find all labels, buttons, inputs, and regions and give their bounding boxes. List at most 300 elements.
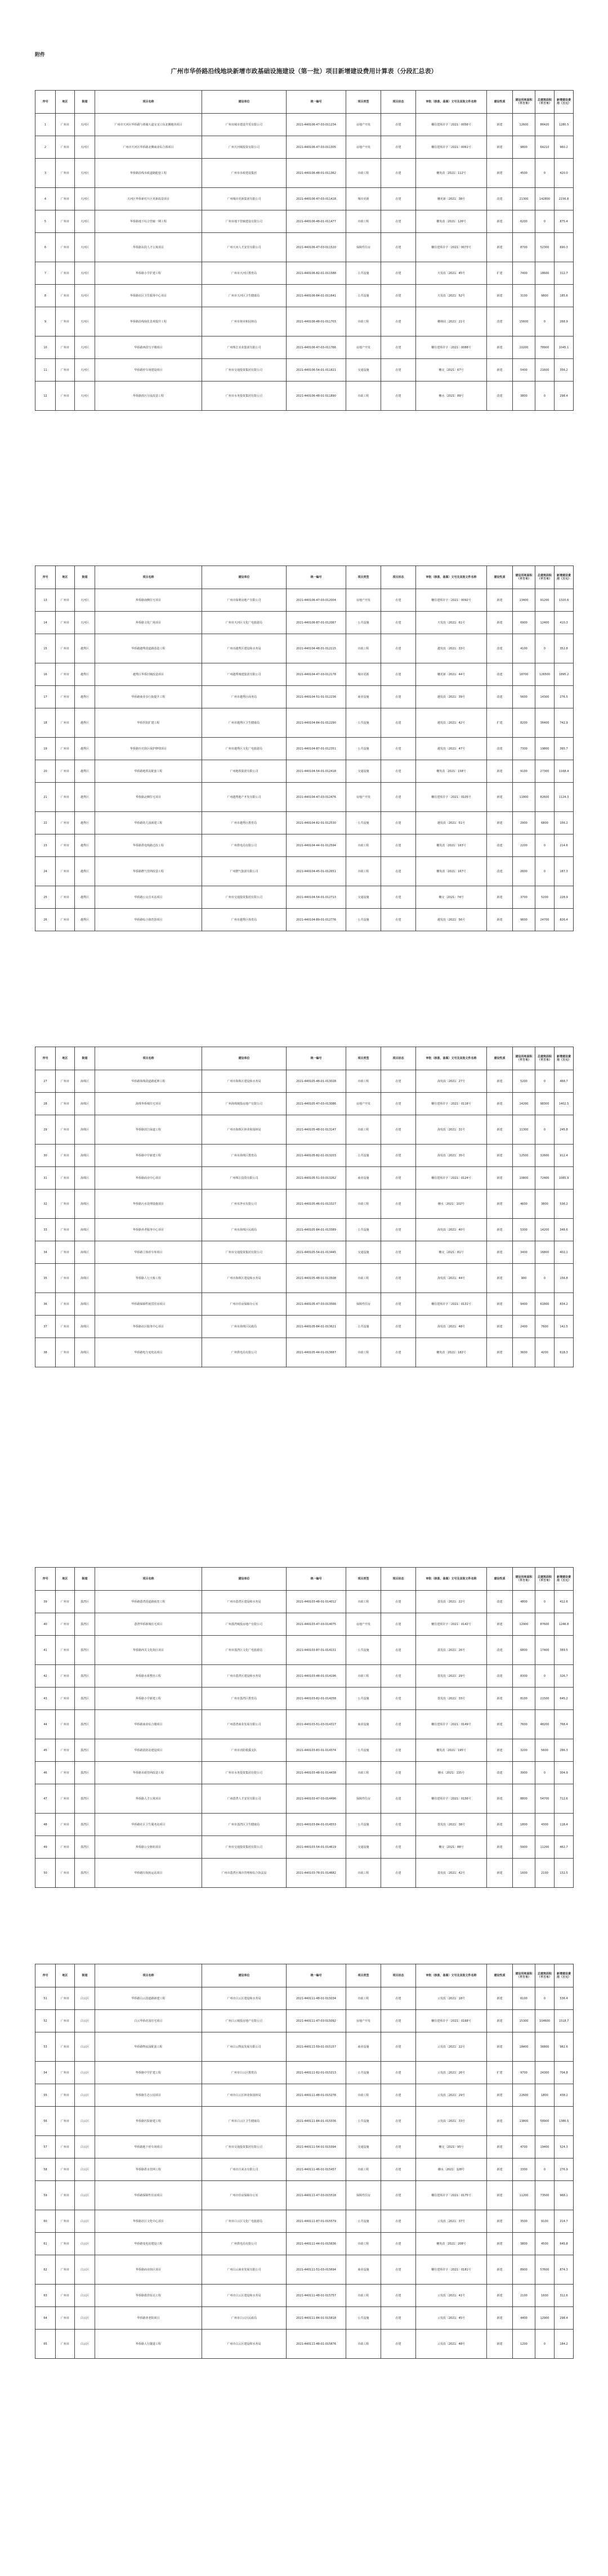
column-header: 序号 xyxy=(35,1568,56,1591)
table-row xyxy=(35,1145,574,1167)
table-cell: 广州市 xyxy=(56,359,75,382)
table-cell: 广州市天河区卫生健康局 xyxy=(202,285,287,307)
table-cell: 广州市 xyxy=(56,1219,75,1241)
table-cell: 5400 xyxy=(513,359,535,382)
table-cell: 25 xyxy=(35,886,56,909)
table-cell: 新建 xyxy=(487,2032,513,2062)
table-cell: 1800 xyxy=(513,1814,535,1836)
table-cell: 穗更新〔2021〕44号 xyxy=(416,663,487,686)
table-cell: 公共设施 xyxy=(346,2210,381,2233)
table-cell: 华侨路社区服务中心项目 xyxy=(95,1316,202,1338)
table-cell: 广州市 xyxy=(56,857,75,886)
table-cell: 云发改〔2021〕18号 xyxy=(416,1987,487,2010)
column-header: 地区 xyxy=(56,1964,75,1987)
table-cell: 2021-440103-84-01-014553 xyxy=(287,1814,346,1836)
column-header: 建设用地面积（平方米） xyxy=(513,1568,535,1591)
table-cell: 海发改〔2021〕48号 xyxy=(416,1316,487,1338)
table-cell: 2021-440103-54-01-014619 xyxy=(287,1836,346,1859)
table-cell: 在建 xyxy=(381,136,416,159)
table-cell: 荔湾区 xyxy=(75,1688,95,1710)
table-cell: 2021-440104-54-01-012418 xyxy=(287,760,346,783)
table-row xyxy=(35,1636,574,1665)
table-cell: 新建 xyxy=(487,2084,513,2107)
table-cell: 365.7 xyxy=(555,738,574,760)
table-cell: 天河区 xyxy=(75,359,95,382)
table-cell: 9400 xyxy=(513,1293,535,1316)
table-cell: 城市更新 xyxy=(346,188,381,210)
table-cell: 214.6 xyxy=(555,834,574,857)
table-cell: 广州市 xyxy=(56,2062,75,2084)
table-cell: 广州市荔湾区教育局 xyxy=(202,1688,287,1710)
table-cell: 公共设施 xyxy=(346,909,381,931)
table-cell: 新建 xyxy=(487,2210,513,2233)
table-cell: 1 xyxy=(35,114,56,136)
table-cell: 在建 xyxy=(381,359,416,382)
column-header: 建设性质 xyxy=(487,1964,513,1987)
table-cell: 214.7 xyxy=(555,2210,574,2233)
table-cell: 穗住建预许字〔2021〕0118号 xyxy=(416,1093,487,1115)
table-cell: 房地产开发 xyxy=(346,136,381,159)
table-cell: 穗发改〔2021〕167号 xyxy=(416,857,487,886)
table-cell: 越秀区 xyxy=(75,760,95,783)
table-cell: 华侨路养老院项目 xyxy=(95,2307,202,2330)
table-cell: 12900 xyxy=(513,1613,535,1636)
table-cell: 广州供电局有限公司 xyxy=(202,834,287,857)
table-cell: 云发改〔2021〕45号 xyxy=(416,2307,487,2330)
table-cell: 18600 xyxy=(535,262,555,285)
table-cell: 在建 xyxy=(381,612,416,634)
table-block-1 xyxy=(35,90,573,411)
column-header: 新增建设费用（万元） xyxy=(555,1047,574,1070)
table-cell: 12600 xyxy=(513,114,535,136)
table-cell: 交通设施 xyxy=(346,760,381,783)
table-row xyxy=(35,1710,574,1739)
table-cell: 市政工程 xyxy=(346,2233,381,2255)
table-cell: 市政工程 xyxy=(346,2084,381,2107)
table-cell: 越秀区 xyxy=(75,738,95,760)
table-cell: 5 xyxy=(35,210,56,233)
table-cell: 广州市交通投资集团有限公司 xyxy=(202,886,287,909)
table-cell: 在建 xyxy=(381,2210,416,2233)
table-cell: 广州市天河区华侨路北侧商业综合体项目 xyxy=(95,136,202,159)
table-cell: 广州市天河区华侨路与黄埔大道交叉口东北侧地块项目 xyxy=(95,114,202,136)
table-cell: 广州市 xyxy=(56,2107,75,2136)
table-cell: 12900 xyxy=(535,2307,555,2330)
column-header: 项目名称 xyxy=(95,1964,202,1987)
table-cell: 104600 xyxy=(535,2010,555,2032)
table-cell: 广州荔湾商业发展有限公司 xyxy=(202,1710,287,1739)
table-cell: 8 xyxy=(35,285,56,307)
table-cell: 48 xyxy=(35,1814,56,1836)
table-cell: 公共设施 xyxy=(346,2062,381,2084)
table-cell: 在建 xyxy=(381,686,416,708)
table-cell: 在建 xyxy=(381,1688,416,1710)
table-cell: 保障性住房 xyxy=(346,2181,381,2210)
table-cell: 2021-440106-82-01-011588 xyxy=(287,262,346,285)
table-cell: 广州市 xyxy=(56,1241,75,1264)
column-header: 建设单位 xyxy=(202,566,287,589)
table-cell: 3800 xyxy=(513,2233,535,2255)
table-cell: 44 xyxy=(35,1710,56,1739)
table-cell: 海珠区 xyxy=(75,1316,95,1338)
table-cell: 荔湾区 xyxy=(75,1665,95,1688)
table-cell: 荔发改〔2021〕42号 xyxy=(416,1859,487,1888)
table-cell: 2021-440105-84-01-013389 xyxy=(287,1219,346,1241)
table-cell: 广州市越秀区文化广电旅游局 xyxy=(202,738,287,760)
table-cell: 1124.3 xyxy=(555,783,574,812)
table-cell: 广州市 xyxy=(56,909,75,931)
table-cell: 天发改〔2021〕61号 xyxy=(416,612,487,634)
table-cell: 40 xyxy=(35,1613,56,1636)
table-cell: 1085.9 xyxy=(555,1167,574,1190)
table-cell: 10 xyxy=(35,336,56,359)
table-cell: 荔发改〔2021〕33号 xyxy=(416,1688,487,1710)
table-cell: 广州市 xyxy=(56,1739,75,1762)
table-cell: 32 xyxy=(35,1190,56,1219)
table-cell: 华侨路水系整治工程 xyxy=(95,1665,202,1688)
table-cell: 华侨路消防站建设项目 xyxy=(95,1739,202,1762)
table-cell: 524.3 xyxy=(555,2136,574,2158)
table-cell: 11 xyxy=(35,359,56,382)
table-cell: 50 xyxy=(35,1859,56,1888)
table-cell: 华侨路地铁站配套工程 xyxy=(95,760,202,783)
table-cell: 新建 xyxy=(487,1241,513,1264)
column-header: 街道 xyxy=(75,1568,95,1591)
table-cell: 389.5 xyxy=(555,1636,574,1665)
table-cell: 51 xyxy=(35,1987,56,2010)
table-cell: 2021-440103-48-01-014196 xyxy=(287,1665,346,1688)
table-cell: 826.4 xyxy=(555,909,574,931)
table-row xyxy=(35,760,574,783)
table-cell: 86420 xyxy=(535,114,555,136)
table-cell: 海发改〔2021〕35号 xyxy=(416,1145,487,1167)
table-cell: 广州市 xyxy=(56,1814,75,1836)
column-header: 地区 xyxy=(56,1568,75,1591)
table-cell: 4800 xyxy=(513,1591,535,1613)
header-row xyxy=(35,91,574,114)
table-cell: 62 xyxy=(35,2255,56,2285)
table-cell: 3700 xyxy=(513,886,535,909)
table-cell: 60 xyxy=(35,2210,56,2233)
table-cell: 房地产开发 xyxy=(346,1093,381,1115)
table-cell: 2100 xyxy=(513,2285,535,2307)
table-cell: 在建 xyxy=(381,857,416,886)
table-cell: 在建 xyxy=(381,188,416,210)
table-cell: 286.3 xyxy=(555,1739,574,1762)
table-cell: 10800 xyxy=(513,1167,535,1190)
table-cell: 276.5 xyxy=(555,686,574,708)
table-cell: 24 xyxy=(35,857,56,886)
table-cell: 越秀区 xyxy=(75,909,95,931)
column-header: 项目状态 xyxy=(381,91,416,114)
table-cell: 在建 xyxy=(381,1316,416,1338)
table-cell: 30 xyxy=(35,1145,56,1167)
table-cell: 57 xyxy=(35,2136,56,2158)
table-cell: 广州市 xyxy=(56,136,75,159)
table-cell: 768.4 xyxy=(555,1710,574,1739)
table-cell: 广州市 xyxy=(56,738,75,760)
table-cell: 广州市交通投资集团有限公司 xyxy=(202,1241,287,1264)
table-cell: 公共设施 xyxy=(346,1145,381,1167)
table-cell: 广州市越秀区教育局 xyxy=(202,812,287,834)
table-row xyxy=(35,1784,574,1814)
table-cell: 7300 xyxy=(513,738,535,760)
table-cell: 14 xyxy=(35,612,56,634)
table-cell: 新建 xyxy=(487,783,513,812)
table-cell: 公共设施 xyxy=(346,1688,381,1710)
table-cell: 3200 xyxy=(513,1739,535,1762)
table-cell: 华侨路物流园配套工程 xyxy=(95,2032,202,2062)
table-cell: 0 xyxy=(535,1115,555,1145)
table-cell: 126500 xyxy=(535,663,555,686)
column-header: 序号 xyxy=(35,1047,56,1070)
table-cell: 广州市 xyxy=(56,307,75,336)
table-cell: 18700 xyxy=(513,663,535,686)
table-cell: 23 xyxy=(35,834,56,857)
table-cell: 新建 xyxy=(487,1710,513,1739)
table-cell: 市政工程 xyxy=(346,1591,381,1613)
table-cell: 越秀区 xyxy=(75,857,95,886)
table-cell: 新建 xyxy=(487,760,513,783)
table-cell: 广州市水务投资集团有限公司 xyxy=(202,1762,287,1784)
table-cell: 广州越秀城建集团有限公司 xyxy=(202,663,287,686)
table-cell: 新建 xyxy=(487,1836,513,1859)
page-label: 附件 xyxy=(35,52,46,58)
table-cell: 402.1 xyxy=(555,1241,574,1264)
table-cell: 4500 xyxy=(513,159,535,188)
table-cell: 2021-440105-54-01-013445 xyxy=(287,1241,346,1264)
table-cell: 19800 xyxy=(535,738,555,760)
table-cell: 新建 xyxy=(487,1093,513,1115)
table-cell: 新建 xyxy=(487,1987,513,2010)
table-cell: 穗住建预许字〔2021〕0124号 xyxy=(416,1167,487,1190)
table-row xyxy=(35,738,574,760)
table-cell: 4200 xyxy=(535,1338,555,1367)
column-header: 审批（核准、备案）文号及其他文件名称 xyxy=(416,566,487,589)
table-cell: 8800 xyxy=(513,1784,535,1814)
table-cell: 天河区 xyxy=(75,285,95,307)
table-row xyxy=(35,2255,574,2285)
table-cell: 广州市交通投资集团有限公司 xyxy=(202,2136,287,2158)
table-cell: 广州市水务投资集团有限公司 xyxy=(202,382,287,411)
table-row xyxy=(35,2233,574,2255)
table-cell: 市政工程 xyxy=(346,634,381,663)
column-header: 建设用地面积（平方米） xyxy=(513,566,535,589)
table-cell: 海珠区 xyxy=(75,1115,95,1145)
table-cell: 57600 xyxy=(535,2255,555,2285)
table-cell: 356.2 xyxy=(555,359,574,382)
table-cell: 462.7 xyxy=(555,1836,574,1859)
table-row xyxy=(35,307,574,336)
table-cell: 广州白云物流发展有限公司 xyxy=(202,2032,287,2062)
table-cell: 在建 xyxy=(381,834,416,857)
table-cell: 156.2 xyxy=(555,812,574,834)
table-cell: 0 xyxy=(535,834,555,857)
table-cell: 穗交〔2021〕67号 xyxy=(416,359,487,382)
table-cell: 0 xyxy=(535,1987,555,2010)
table-cell: 968.1 xyxy=(555,2181,574,2210)
table-cell: 48200 xyxy=(535,1710,555,1739)
table-cell: 在建 xyxy=(381,2330,416,2359)
table-cell: 天河区 xyxy=(75,136,95,159)
table-cell: 98300 xyxy=(535,1093,555,1115)
table-cell: 广州市 xyxy=(56,1070,75,1093)
table-cell: 在建 xyxy=(381,1762,416,1784)
table-cell: 0 xyxy=(535,1665,555,1688)
table-cell: 2021-440103-47-03-014075 xyxy=(287,1613,346,1636)
table-cell: 广州市 xyxy=(56,1613,75,1636)
table-cell: 3900 xyxy=(513,1762,535,1784)
table-cell: 在建 xyxy=(381,1293,416,1316)
table-cell: 广州市 xyxy=(56,589,75,612)
table-cell: 广州市 xyxy=(56,1987,75,2010)
table-cell: 广州市交通投资集团有限公司 xyxy=(202,359,287,382)
table-cell: 广州白云商业发展有限公司 xyxy=(202,2255,287,2285)
table-cell: 16 xyxy=(35,663,56,686)
table-cell: 白云华侨花园住宅项目 xyxy=(95,2010,202,2032)
data-table xyxy=(35,1964,574,2359)
table-cell: 广州市 xyxy=(56,2233,75,2255)
column-header: 统一编号 xyxy=(287,1047,346,1070)
table-cell: 12400 xyxy=(535,612,555,634)
table-cell: 2021-440104-54-01-012713 xyxy=(287,886,346,909)
table-cell: 广州市 xyxy=(56,760,75,783)
table-cell: 2021-440106-48-01-011703 xyxy=(287,307,346,336)
table-cell: 在建 xyxy=(381,1093,416,1115)
table-cell: 0 xyxy=(535,210,555,233)
table-cell: 38 xyxy=(35,1338,56,1367)
table-cell: 房地产开发 xyxy=(346,589,381,612)
table-cell: 华侨路文化广场项目 xyxy=(95,612,202,634)
column-header: 审批（核准、备案）文号及其他文件名称 xyxy=(416,1568,487,1591)
table-cell: 2021-440106-47-03-011234 xyxy=(287,114,346,136)
table-row xyxy=(35,1836,574,1859)
table-cell: 白云区 xyxy=(75,2062,95,2084)
table-cell: 市政工程 xyxy=(346,1665,381,1688)
table-cell: 874.3 xyxy=(555,2255,574,2285)
table-cell: 在建 xyxy=(381,663,416,686)
table-cell: 云发改〔2021〕29号 xyxy=(416,2084,487,2107)
table-row xyxy=(35,909,574,931)
table-cell: 53 xyxy=(35,2032,56,2062)
table-cell: 荔湾区 xyxy=(75,1739,95,1762)
table-cell: 越发改〔2021〕47号 xyxy=(416,738,487,760)
table-cell: 34 xyxy=(35,1241,56,1264)
table-cell: 0 xyxy=(535,1264,555,1293)
table-cell: 穗交〔2021〕95号 xyxy=(416,2136,487,2158)
table-cell: 华侨路污水处理设施项目 xyxy=(95,1190,202,1219)
table-cell: 2021-440104-47-03-012476 xyxy=(287,783,346,812)
table-row xyxy=(35,634,574,663)
column-header: 地区 xyxy=(56,566,75,589)
table-cell: 广州市 xyxy=(56,2330,75,2359)
table-cell: 华侨路燃气管网改造工程 xyxy=(95,857,202,886)
table-cell: 广州越秀地产开发有限公司 xyxy=(202,783,287,812)
table-cell: 改建 xyxy=(487,1665,513,1688)
table-cell: 荔发改〔2021〕26号 xyxy=(416,1636,487,1665)
table-cell: 228.9 xyxy=(555,886,574,909)
table-cell: 广州市 xyxy=(56,1190,75,1219)
table-cell: 广州市荔湾区建设和水务局 xyxy=(202,1591,287,1613)
table-cell: 新建 xyxy=(487,2136,513,2158)
table-row xyxy=(35,857,574,886)
table-cell: 华侨路历史街区保护修缮项目 xyxy=(95,738,202,760)
table-cell: 3100 xyxy=(513,285,535,307)
table-cell: 改建 xyxy=(487,1762,513,1784)
document-title: 广州市华侨路沿线地块新增市政基础设施建设（第一批）项目新增建设费用计算表（分段汇总表） xyxy=(171,68,437,75)
table-cell: 市政工程 xyxy=(346,382,381,411)
column-header: 项目状态 xyxy=(381,1568,416,1591)
table-cell: 0 xyxy=(535,1762,555,1784)
table-row xyxy=(35,382,574,411)
table-cell: 8300 xyxy=(513,1665,535,1688)
column-header: 新增建设费用（万元） xyxy=(555,566,574,589)
table-cell: 在建 xyxy=(381,760,416,783)
table-cell: 广州市海珠区民政局 xyxy=(202,1219,287,1241)
data-table xyxy=(35,1047,574,1367)
table-cell: 4300 xyxy=(535,1814,555,1836)
column-header: 建设单位 xyxy=(202,91,287,114)
table-cell: 24700 xyxy=(535,909,555,931)
table-cell: 荔湾区 xyxy=(75,1710,95,1739)
table-cell: 广州市 xyxy=(56,233,75,262)
table-cell: 在建 xyxy=(381,1836,416,1859)
table-cell: 荔发改〔2021〕38号 xyxy=(416,1814,487,1836)
table-cell: 61 xyxy=(35,2233,56,2255)
table-cell: 华侨路沿线市政道路配套工程 xyxy=(95,159,202,188)
table-block-3 xyxy=(35,1047,573,1367)
column-header: 总建筑面积（平方米） xyxy=(535,1964,555,1987)
table-cell: 穗水〔2021〕102号 xyxy=(416,1190,487,1219)
table-cell: 广州市 xyxy=(56,1836,75,1859)
table-cell: 广州市天河区文化广电旅游局 xyxy=(202,612,287,634)
table-cell: 618.3 xyxy=(555,1338,574,1367)
table-cell: 改建 xyxy=(487,1636,513,1665)
table-cell: 市政工程 xyxy=(346,1264,381,1293)
table-cell: 276.9 xyxy=(555,2158,574,2181)
table-cell: 华侨路人行隧道工程 xyxy=(95,2330,202,2359)
table-cell: 天河区 xyxy=(75,159,95,188)
table-cell: 在建 xyxy=(381,1070,416,1093)
column-header: 总建筑面积（平方米） xyxy=(535,566,555,589)
table-cell: 在建 xyxy=(381,1241,416,1264)
table-cell: 536.2 xyxy=(555,1190,574,1219)
table-cell: 31 xyxy=(35,1167,56,1190)
table-cell: 2021-440105-44-01-013687 xyxy=(287,1338,346,1367)
table-cell: 改建 xyxy=(487,307,513,336)
table-cell: 天河区 xyxy=(75,114,95,136)
table-cell: 华侨路南侧住宅项目 xyxy=(95,589,202,612)
table-cell: 在建 xyxy=(381,1591,416,1613)
table-cell: 公共设施 xyxy=(346,1636,381,1665)
table-cell: 645.2 xyxy=(555,1688,574,1710)
table-row xyxy=(35,114,574,136)
table-cell: 广州市 xyxy=(56,1784,75,1814)
table-cell: 广州市 xyxy=(56,1338,75,1367)
table-cell: 越秀区 xyxy=(75,834,95,857)
table-cell: 海珠区 xyxy=(75,1241,95,1264)
column-header: 街道 xyxy=(75,91,95,114)
table-cell: 在建 xyxy=(381,2307,416,2330)
table-cell: 广州天河城投资有限公司 xyxy=(202,136,287,159)
table-cell: 在建 xyxy=(381,1219,416,1241)
table-cell: 市政工程 xyxy=(346,2330,381,2359)
table-cell: 穗住建预许字〔2021〕0061号 xyxy=(416,136,487,159)
table-cell: 新建 xyxy=(487,2158,513,2181)
table-cell: 5900 xyxy=(513,1836,535,1859)
table-cell: 白云区 xyxy=(75,2330,95,2359)
table-cell: 2021-440103-51-03-014317 xyxy=(287,1710,346,1739)
